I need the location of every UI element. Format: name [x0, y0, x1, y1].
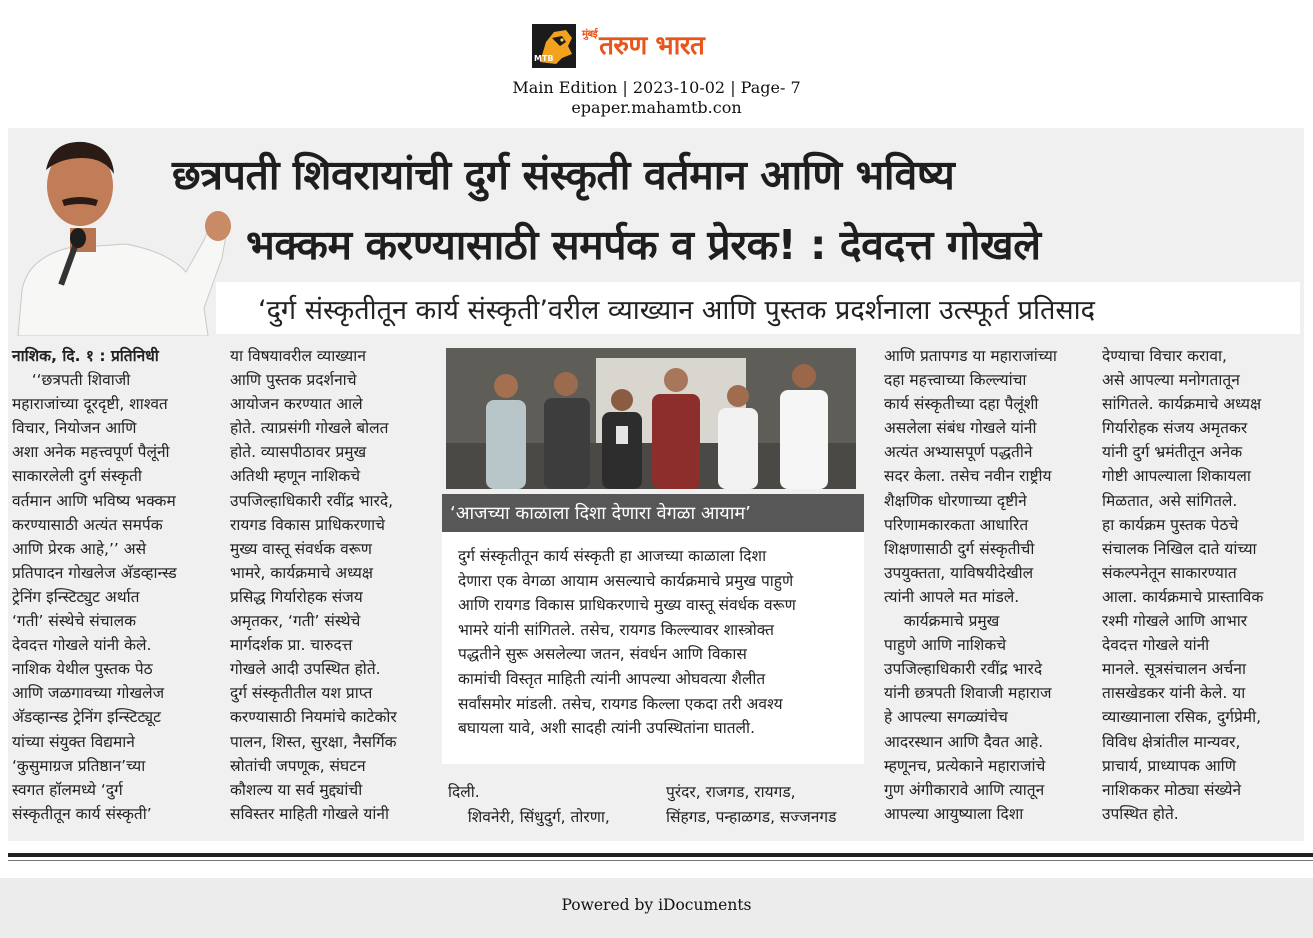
column-line: विविध क्षेत्रांतील मान्यवर, [1102, 732, 1241, 751]
column-line: यांनी दुर्ग भ्रमंतीतून अनेक [1102, 443, 1243, 462]
column-line: कार्यक्रमाचे प्रमुख [884, 612, 1000, 631]
column-line: उपयुक्तता, याविषयीदेखील [884, 563, 1034, 582]
column-line: शिक्षणासाठी दुर्ग संस्कृतीची [884, 539, 1035, 558]
box-line: भामरे यांनी सांगितले. तसेच, रायगड किल्ल्यावर शास्त्रोक्त [458, 620, 774, 639]
powered-by-link[interactable]: Powered by iDocuments [561, 896, 752, 914]
masthead [0, 20, 1313, 70]
column-line: करण्यासाठी नियमांचे काटेकोर [230, 708, 397, 727]
headline-line-2: भक्कम करण्यासाठी समर्पक व प्रेरक! : देवदत्त गोखले [246, 221, 1041, 269]
column-line: गुण अंगीकारावे आणि त्यातून [884, 780, 1045, 799]
column-line: असे आपल्या मनोगतातून [1102, 371, 1240, 390]
logo-mtb-text: MTB [534, 54, 554, 63]
column-line: दुर्ग संस्कृतीतील यश प्राप्त [230, 684, 373, 703]
box-line: कामांची विस्तृत माहिती त्यांनी आपल्या ओघवत्या शैलीत [458, 669, 766, 688]
column-line: स्रोतांची जपणूक, संघटन [230, 756, 366, 775]
column-line: सविस्तर माहिती गोखले यांनी [230, 804, 390, 823]
column-line: त्यांनी आपले मत मांडले. [884, 587, 1020, 606]
column-line: नाशिक येथील पुस्तक पेठ [12, 660, 153, 679]
dateline: नाशिक, दि. १ : प्रतिनिधी [12, 347, 159, 365]
column-line: आणि जळगावच्या गोखलेज [12, 684, 165, 703]
article-column-1 [12, 344, 222, 826]
column-line: रश्मी गोखले आणि आभार [1102, 612, 1248, 631]
column-line: नाशिककर मोठ्या संख्येने [1102, 780, 1242, 799]
column-line: उपजिल्हाधिकारी रवींद्र भारदे [884, 660, 1043, 679]
column-line: आला. कार्यक्रमाचे प्रास्ताविक [1102, 587, 1264, 606]
column-line: सदर केला. तसेच नवीन राष्ट्रीय [884, 467, 1052, 486]
box-line: दुर्ग संस्कृतीतून कार्य संस्कृती हा आजच्या काळाला दिशा [458, 547, 767, 565]
column-line: ‘‘छत्रपती शिवाजी [12, 371, 131, 390]
column-line: आदरस्थान आणि दैवत आहे. [884, 732, 1044, 751]
column-line: म्हणूनच, प्रत्येकाने महाराजांचे [884, 756, 1046, 775]
column-line: रायगड विकास प्राधिकरणाचे [230, 515, 385, 534]
event-photo [446, 348, 856, 489]
column-line: अशा अनेक महत्त्वपूर्ण पैलूंनी [12, 443, 170, 462]
column-line: विचार, नियोजन आणि [12, 419, 137, 438]
article-column-3a [448, 780, 610, 829]
column-line: संकल्पनेतून साकारण्यात [1102, 563, 1237, 582]
box-line: सर्वांसमोर मांडली. तसेच, रायगड किल्ला एकदा तरी अवश्य [458, 694, 783, 713]
column-line: प्रसिद्ध गिर्यारोहक संजय [230, 587, 363, 606]
logo-name-text: तरुण भारत [599, 31, 705, 61]
column-line: मार्गदर्शक प्रा. चारुदत्त [230, 636, 353, 655]
column-line: प्राचार्य, प्राध्यापक आणि [1102, 756, 1236, 775]
subheadline: ‘दुर्ग संस्कृतीतून कार्य संस्कृती’वरील व्याख्यान आणि पुस्तक प्रदर्शनाला उत्स्फूर्त प्रतिसाद [258, 295, 1096, 326]
box-line: पद्धतीने सुरू असलेल्या जतन, संवर्धन आणि विकास [458, 645, 747, 664]
column-line: तासखेडकर यांनी केले. या [1102, 684, 1246, 703]
column-line: करण्यासाठी अत्यंत समर्पक [12, 515, 163, 534]
article-column-4 [884, 344, 1090, 826]
column-line: यांनी छत्रपती शिवाजी महाराज [884, 684, 1052, 703]
column-line: दिली. [448, 783, 480, 801]
column-line: उपस्थित होते. [1102, 804, 1179, 823]
lion-emblem-icon [532, 24, 576, 68]
column-line: वर्तमान आणि भविष्य भक्कम [12, 491, 176, 510]
box-title-bar [442, 494, 864, 532]
column-line: पालन, शिस्त, सुरक्षा, नैसर्गिक [230, 732, 397, 751]
box-line: देणारा एक वेगळा आयाम असल्याचे कार्यक्रमाचे प्रमुख पाहुणे [458, 571, 794, 590]
column-line: देवदत्त गोखले यांनी [1102, 636, 1210, 655]
column-line: भामरे, कार्यक्रमाचे अध्यक्ष [230, 563, 374, 582]
column-line: हा कार्यक्रम पुस्तक पेठचे [1102, 515, 1239, 534]
column-line: आपल्या आयुष्याला दिशा [884, 804, 1024, 823]
column-line: पाहुणे आणि नाशिकचे [884, 636, 1007, 655]
column-line: या विषयावरील व्याख्यान [230, 347, 366, 365]
column-line: सांगितले. कार्यक्रमाचे अध्यक्ष [1102, 395, 1262, 414]
column-line: ‘कुसुमाग्रज प्रतिष्ठान’च्या [12, 756, 146, 775]
column-line: असलेला संबंध गोखले यांनी [884, 419, 1037, 438]
article-clipping [8, 128, 1304, 841]
column-line: संस्कृतीतून कार्य संस्कृती’ [12, 804, 152, 823]
column-line: महाराजांच्या दूरदृष्टी, शाश्वत [12, 395, 168, 414]
column-line: ‘गती’ संस्थेचे संचालक [12, 612, 136, 631]
column-line: शिवनेरी, सिंधुदुर्ग, तोरणा, [448, 807, 610, 826]
column-line: स्वगत हॉलमध्ये ‘दुर्ग [12, 780, 123, 799]
newspaper-logo[interactable] [532, 24, 778, 68]
column-line: परिणामकारकता आधारित [884, 515, 1029, 534]
column-line: मानले. सूत्रसंचालन अर्चना [1102, 660, 1246, 679]
site-url[interactable]: epaper.mahamtb.con [571, 98, 742, 117]
column-line: दहा महत्त्वाच्या किल्ल्यांचा [884, 371, 1027, 390]
bottom-rule-thin [8, 860, 1313, 861]
column-line: उपजिल्हाधिकारी रवींद्र भारदे, [230, 491, 394, 510]
article-column-3b [666, 780, 836, 829]
article-column-5 [1102, 344, 1302, 826]
column-line: आयोजन करण्यात आले [230, 395, 363, 414]
column-line: संचालक निखिल दाते यांच्या [1102, 539, 1257, 558]
column-line: व्याख्यानाला रसिक, दुर्गप्रेमी, [1102, 708, 1262, 727]
column-line: प्रतिपादन गोखलेज अ‍ॅडव्हान्स्ड [12, 563, 177, 582]
article-column-2 [230, 344, 440, 826]
logo-prefix: मुंबई [582, 29, 598, 40]
column-line: अत्यंत अभ्यासपूर्ण पद्धतीने [884, 443, 1033, 462]
column-line: साकारलेली दुर्ग संस्कृती [12, 467, 142, 486]
box-text [458, 544, 796, 741]
headline-line-1: छत्रपती शिवरायांची दुर्ग संस्कृती वर्तमान आणि भविष्य [172, 151, 955, 199]
column-line: कौशल्य या सर्व मुद्द्यांची [230, 780, 363, 799]
column-line: गोष्टी आपल्याला शिकायला [1102, 467, 1251, 486]
column-line: सिंहगड, पन्हाळगड, सज्जनगड [666, 807, 837, 826]
column-line: होते. त्याप्रसंगी गोखले बोलत [230, 419, 389, 438]
column-line: कार्य संस्कृतीच्या दहा पैलूंशी [884, 395, 1039, 414]
column-line: होते. व्यासपीठावर प्रमुख [230, 443, 367, 462]
column-line: आणि पुस्तक प्रदर्शनाचे [230, 371, 357, 390]
edition-info: Main Edition | 2023-10-02 | Page- 7 [512, 78, 801, 97]
column-line: देवदत्त गोखले यांनी केले. [12, 636, 152, 655]
column-line: यांच्या संयुक्त विद्यमाने [12, 732, 135, 751]
column-line: अमृतकर, ‘गती’ संस्थेचे [230, 612, 361, 631]
column-line: मिळतात, असे सांगितले. [1102, 491, 1238, 510]
column-line: देण्याचा विचार करावा, [1102, 347, 1227, 365]
column-line: गिर्यारोहक संजय अमृतकर [1102, 419, 1248, 438]
column-line: अ‍ॅडव्हान्स्ड ट्रेनिंग इन्स्टिट्यूट [12, 708, 161, 727]
column-line: अतिथी म्हणून नाशिकचे [230, 467, 361, 486]
box-title: ‘आजच्या काळाला दिशा देणारा वेगळा आयाम’ [450, 503, 751, 524]
logo-title [582, 26, 704, 62]
footer [0, 878, 1313, 938]
quote-box [442, 532, 864, 764]
column-line: गोखले आदी उपस्थित होते. [230, 660, 381, 679]
box-line: बघायला यावे, अशी सादही त्यांनी उपस्थितांना घातली. [458, 719, 755, 738]
bottom-rule [8, 853, 1313, 857]
column-line: पुरंदर, राजगड, रायगड, [666, 783, 796, 801]
box-line: आणि रायगड विकास प्राधिकरणाचे मुख्य वास्तू संवर्धक वरूण [458, 596, 796, 615]
column-line: आणि प्रतापगड या महाराजांच्या [884, 347, 1057, 365]
column-line: आणि प्रेरक आहे,’’ असे [12, 539, 147, 558]
column-line: ट्रेनिंग इन्स्टिट्युट अर्थात [12, 587, 140, 606]
column-line: हे आपल्या सगळ्यांचेच [884, 708, 1008, 727]
column-line: शैक्षणिक धोरणाच्या दृष्टीने [884, 491, 1027, 510]
column-line: मुख्य वास्तू संवर्धक वरूण [230, 539, 373, 558]
